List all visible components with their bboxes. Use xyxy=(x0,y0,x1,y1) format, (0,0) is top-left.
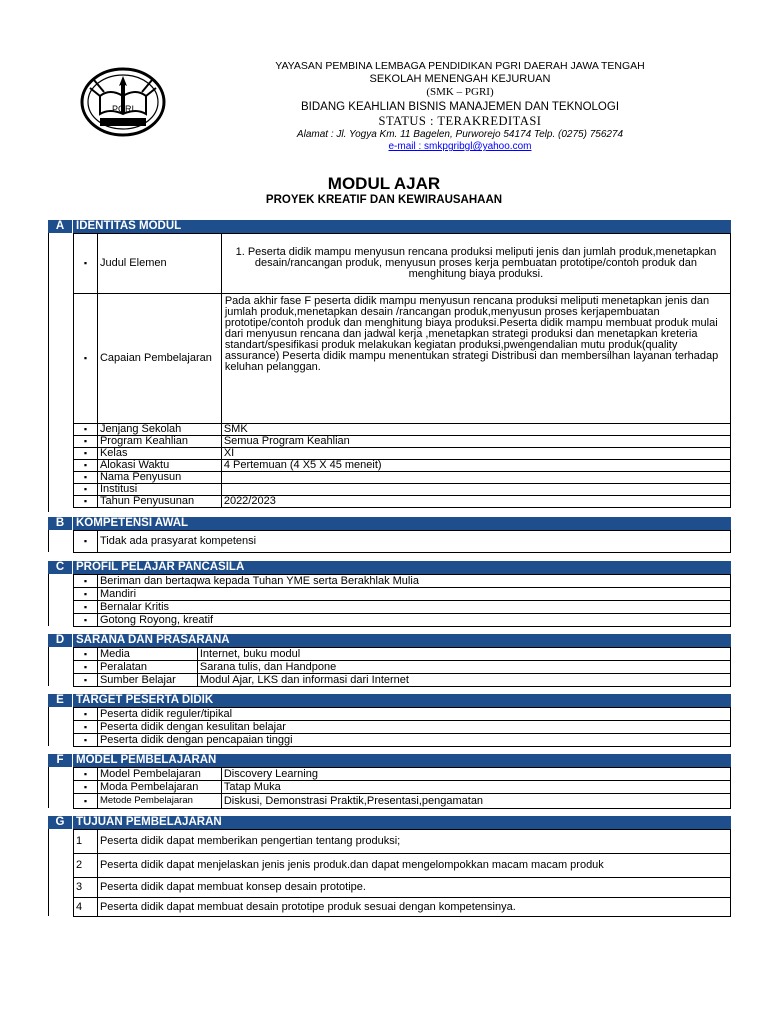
bullet-icon: ▪ xyxy=(74,708,98,721)
identity-row-label: Jenjang Sekolah xyxy=(97,424,221,436)
learning-outcome-value: Pada akhir fase F peserta didik mampu menyusun rencana produksi meliputi menetapkan jenis dan jumlah produk,menetapkan desain /rancangan produk,menyusun proses kerjapembuatan prototipe/contoh produk dan menghitung biaya produksi.Peserta didik mampu membuat produk mulai dari menyusun rencana dan jadwal kerja ,menetapkan strategi produksi dan menetapkan kreteria standart/spesifikasi produk melakukan kegiatan produksi,pwengendalian mutu produk(quality assurance) Peserta didik mampu menentukan strategi Distribusi dan membersilhan layanan terhadap keluhan pelanggan. xyxy=(221,294,730,424)
bullet-icon: ▪ xyxy=(74,781,98,794)
list-item: Bernalar Kritis xyxy=(97,601,730,614)
model-value: Diskusi, Demonstrasi Praktik,Presentasi,pengamatan xyxy=(221,794,730,809)
element-title-label: Judul Elemen xyxy=(97,234,221,294)
learning-model-table xyxy=(73,767,731,809)
bullet-icon: ▪ xyxy=(74,661,98,674)
bullet-icon: ▪ xyxy=(74,436,98,448)
objective-number: 1 xyxy=(74,830,98,854)
field-of-expertise: BIDANG KEAHLIAN BISNIS MANAJEMEN DAN TEKNOLOGI xyxy=(300,100,620,113)
objective-number: 4 xyxy=(74,898,98,917)
facility-label: Media xyxy=(97,648,197,661)
model-value: Discovery Learning xyxy=(221,768,730,781)
bullet-icon: ▪ xyxy=(74,601,98,614)
document-subtitle: PROYEK KREATIF DAN KEWIRAUSAHAAN xyxy=(265,194,503,206)
school-email-link[interactable]: e-mail : smkpgribgl@yahoo.com xyxy=(388,141,532,153)
section-d-header xyxy=(48,634,731,647)
facility-label: Sumber Belajar xyxy=(97,674,197,687)
section-g-header xyxy=(48,816,731,829)
facility-value: Modul Ajar, LKS dan informasi dari Internet xyxy=(197,674,730,687)
section-letter: D xyxy=(55,634,65,646)
objective-text: Peserta didik dapat memberikan pengertian tentang produksi; xyxy=(97,830,730,854)
list-item: Tidak ada prasyarat kompetensi xyxy=(97,531,730,553)
bullet-icon: ▪ xyxy=(74,472,98,484)
section-letter: F xyxy=(56,754,64,766)
section-label: IDENTITAS MODUL xyxy=(76,220,182,232)
school-type: SEKOLAH MENENGAH KEJURUAN xyxy=(369,72,551,85)
identity-row-value: SMK xyxy=(221,424,730,436)
identity-row-value: XI xyxy=(221,448,730,460)
objective-text: Peserta didik dapat membuat desain prototipe produk sesuai dengan kompetensinya. xyxy=(97,898,730,917)
identity-row-label: Institusi xyxy=(97,484,221,496)
learning-outcome-label: Capaian Pembelajaran xyxy=(97,294,221,424)
bullet-icon: ▪ xyxy=(74,496,98,508)
section-label: KOMPETENSI AWAL xyxy=(76,517,189,529)
bullet-icon: ▪ xyxy=(74,588,98,601)
identity-row-label: Nama Penyusun xyxy=(97,472,221,484)
svg-text:PGRI: PGRI xyxy=(111,104,135,114)
identity-row-value: 2022/2023 xyxy=(221,496,730,508)
identity-row-label: Program Keahlian xyxy=(97,436,221,448)
section-letter: G xyxy=(55,816,65,828)
identity-row-label: Alokasi Waktu xyxy=(97,460,221,472)
section-label: TUJUAN PEMBELAJARAN xyxy=(76,816,222,828)
bullet-icon: ▪ xyxy=(74,648,98,661)
identity-row-label: Tahun Penyusunan xyxy=(97,496,221,508)
facility-label: Peralatan xyxy=(97,661,197,674)
identity-row-value xyxy=(221,484,730,496)
pgri-logo-icon xyxy=(80,66,166,138)
bullet-icon: ▪ xyxy=(74,614,98,627)
pancasila-profile-table xyxy=(73,574,731,627)
facility-value: Internet, buku modul xyxy=(197,648,730,661)
list-item: Peserta didik reguler/tipikal xyxy=(97,708,730,721)
list-item: Gotong Royong, kreatif xyxy=(97,614,730,627)
bullet-icon: ▪ xyxy=(74,794,98,809)
list-item: Beriman dan bertaqwa kepada Tuhan YME serta Berakhlak Mulia xyxy=(97,575,730,588)
model-label: Metode Pembelajaran xyxy=(97,794,221,809)
letterhead xyxy=(80,60,720,155)
bullet-icon: ▪ xyxy=(74,721,98,734)
section-label: MODEL PEMBELAJARAN xyxy=(76,754,217,766)
learning-objectives-table xyxy=(73,829,731,917)
element-title-value: 1. Peserta didik mampu menyusun rencana produksi meliputi jenis dan jumlah produk,menetapkan desain/rancangan produk, menyusun proses kerja pembuatan prototipe/contoh produk dan menghitung biaya produksi. xyxy=(221,234,730,294)
objective-number: 2 xyxy=(74,854,98,878)
initial-competence-table xyxy=(73,530,731,553)
identity-row-value: Semua Program Keahlian xyxy=(221,436,730,448)
identity-row-value: 4 Pertemuan (4 X5 X 45 meneit) xyxy=(221,460,730,472)
bullet-icon: ▪ xyxy=(74,768,98,781)
objective-text: Peserta didik dapat menjelaskan jenis jenis produk.dan dapat mengelompokkan macam macam produk xyxy=(97,854,730,878)
model-label: Moda Pembelajaran xyxy=(97,781,221,794)
identity-row-label: Kelas xyxy=(97,448,221,460)
bullet-icon: ▪ xyxy=(74,734,98,747)
bullet-icon: ▪ xyxy=(74,294,98,424)
model-label: Model Pembelajaran xyxy=(97,768,221,781)
section-b-header xyxy=(48,517,731,530)
objective-number: 3 xyxy=(74,878,98,898)
bullet-icon: ▪ xyxy=(74,674,98,687)
list-item: Peserta didik dengan pencapaian tinggi xyxy=(97,734,730,747)
section-label: SARANA DAN PRASARANA xyxy=(76,634,230,646)
section-c-header xyxy=(48,561,731,574)
section-letter: A xyxy=(55,220,65,232)
foundation-name: YAYASAN PEMBINA LEMBAGA PENDIDIKAN PGRI DAERAH JAWA TENGAH xyxy=(275,60,645,72)
bullet-icon: ▪ xyxy=(74,424,98,436)
objective-text: Peserta didik dapat membuat konsep desain prototipe. xyxy=(97,878,730,898)
section-label: PROFIL PELAJAR PANCASILA xyxy=(76,561,245,573)
section-a-header xyxy=(48,220,731,233)
section-letter: B xyxy=(55,517,65,529)
list-item: Mandiri xyxy=(97,588,730,601)
identity-table xyxy=(73,233,731,508)
model-value: Tatap Muka xyxy=(221,781,730,794)
section-f-header xyxy=(48,754,731,767)
school-address: Alamat : Jl. Yogya Km. 11 Bagelen, Purworejo 54174 Telp. (0275) 756274 xyxy=(296,128,624,140)
accreditation-status: STATUS : TERAKREDITASI xyxy=(378,113,542,128)
bullet-icon: ▪ xyxy=(74,234,98,294)
bullet-icon: ▪ xyxy=(74,531,98,553)
identity-row-value xyxy=(221,472,730,484)
facilities-table xyxy=(73,647,731,687)
list-item: Peserta didik dengan kesulitan belajar xyxy=(97,721,730,734)
letterhead-text xyxy=(200,60,720,153)
bullet-icon: ▪ xyxy=(74,575,98,588)
facility-value: Sarana tulis, dan Handpone xyxy=(197,661,730,674)
bullet-icon: ▪ xyxy=(74,460,98,472)
bullet-icon: ▪ xyxy=(74,448,98,460)
school-name: (SMK – PGRI) xyxy=(426,86,494,99)
target-students-table xyxy=(73,707,731,747)
section-letter: C xyxy=(55,561,65,573)
section-letter: E xyxy=(56,694,64,706)
document-title: MODUL AJAR xyxy=(327,174,441,193)
section-label: TARGET PESERTA DIDIK xyxy=(76,694,214,706)
bullet-icon: ▪ xyxy=(74,484,98,496)
section-e-header xyxy=(48,694,731,707)
